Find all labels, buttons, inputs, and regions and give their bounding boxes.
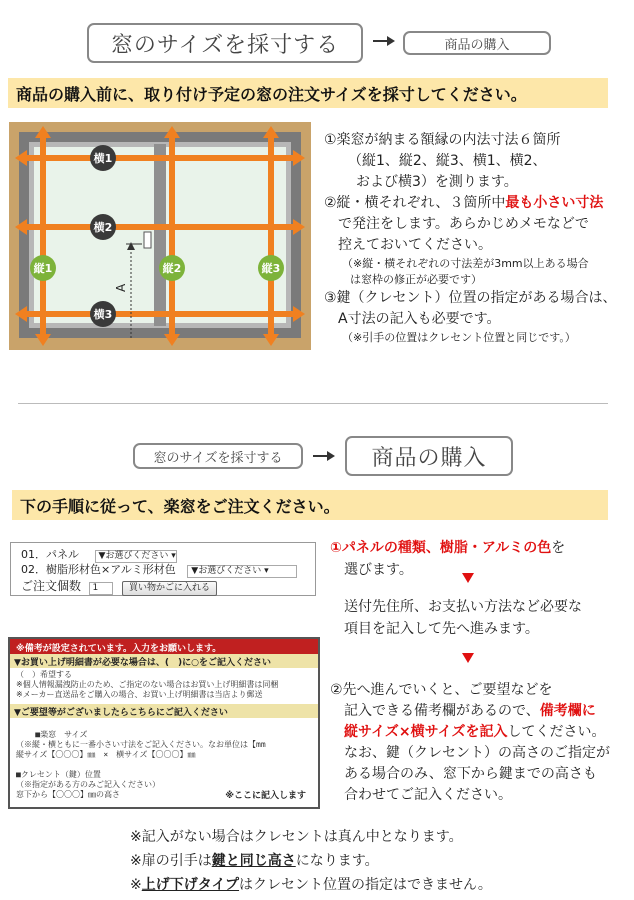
remarks-invoice-bar: ▼お買い上げ明細書が必要な場合は、( )に○をご記入ください (10, 654, 318, 668)
remarks-request-text: ■楽窓 サイズ （※縦・横ともに一番小さい寸法をご記入ください。なお単位は【mm 縦サイズ【〇〇〇】㎜ × 横サイズ【〇〇〇】㎜ ■クレセント（鍵）位置 （※指定がある方のみご記入ください） 窓下から【〇〇〇】㎜の高さ (16, 730, 266, 799)
order-step3-line2: 記入できる備考欄があるので、備考欄に (344, 703, 596, 719)
remarks-here-note: ※ここに記入します (225, 791, 306, 801)
section-divider (18, 403, 608, 404)
order-step3-line5: ある場合のみ、窓下から鍵までの高さも (344, 766, 597, 782)
order-step1-emphasis: ①パネルの種類、樹脂・アルミの色 (330, 540, 552, 556)
tate3-label: 縦3 (261, 262, 281, 275)
quantity-label: ご注文個数 (21, 579, 82, 593)
step-purchase-box (403, 31, 551, 55)
remarks-invoice-textarea[interactable]: （ ）希望する ※個人情報漏洩防止のため、ご指定のない場合はお買い上げ明細書は同梱 ※メーカー直送品をご購入の場合、お買い上げ明細書は当店より郵送 (16, 670, 279, 699)
chevron-down-icon: ▾ (264, 566, 269, 576)
order-step3-line4: なお、鍵（クレセント）の高さのご指定が (344, 745, 610, 761)
smallest-size-emphasis: 最も小さい寸法 (505, 195, 604, 211)
remarks-header: ※備考が設定されています。入力をお願いします。 (10, 639, 318, 654)
footnote-3: ※上げ下げタイプはクレセント位置の指定はできません。 (130, 877, 492, 893)
item3-line1: ③鍵（クレセント）位置の指定がある場合は、 (324, 290, 617, 306)
yoko2-label: 横2 (93, 221, 113, 234)
order-step1-line2: 選びます。 (344, 562, 413, 578)
order-step3-block (330, 680, 630, 806)
item3-line2: A寸法の記入も必要です。 (338, 311, 501, 327)
panel-label: 01．パネル (21, 548, 79, 561)
arrow-right-icon (373, 36, 395, 46)
arrow-right-icon-2 (313, 451, 335, 461)
item2-note2: は窓枠の修正が必要です） (350, 273, 482, 286)
step-measure-box (133, 443, 303, 469)
banner-measure-text: 商品の購入前に、取り付け予定の窓の注文サイズを採寸してください。 (16, 84, 527, 104)
yoko3-label: 横3 (93, 308, 113, 321)
order-step3-line6: 合わせてご記入ください。 (344, 787, 512, 803)
item2-line1: ②縦・横それぞれ、３箇所中最も小さい寸法 (324, 195, 604, 211)
footnote-1: ※記入がない場合はクレセントは真ん中となります。 (130, 829, 463, 845)
item2-line3: 控えておいてください。 (338, 237, 492, 253)
quantity-input[interactable]: 1 (89, 582, 113, 595)
item3-note: （※引手の位置はクレセント位置と同じです。） (342, 331, 576, 344)
window-measure-diagram (9, 122, 311, 350)
step-purchase-box-active (345, 436, 513, 476)
step-purchase-label: 商品の購入 (444, 37, 510, 53)
panel-select[interactable]: ▼お選びください ▾ (95, 550, 177, 563)
order-step3-line1: ②先へ進んでいくと、ご要望などを (330, 682, 553, 698)
item1-line2: （縦1、縦2、縦3、横1、横2、 (348, 153, 547, 169)
step-measure-box-active (87, 23, 363, 63)
quantity-row (21, 577, 217, 596)
item1-line3: および横3）を測ります。 (356, 174, 518, 190)
chevron-down-icon: ▾ (171, 551, 176, 561)
color-select[interactable]: ▼お選びください ▾ (187, 565, 297, 578)
tate2-label: 縦2 (162, 262, 182, 275)
yoko1-label: 横1 (93, 152, 113, 165)
order-step2-line1: 送付先住所、お支払い方法など必要な (344, 599, 582, 615)
order-form (10, 542, 316, 596)
center-mullion (154, 144, 166, 326)
crescent-lock-icon (144, 232, 151, 248)
add-to-cart-button[interactable]: 買い物かごに入れる (122, 581, 217, 596)
order-step3-line3: 縦サイズ×横サイズを記入してください。 (344, 724, 606, 740)
down-arrow-icon-1 (462, 573, 474, 583)
order-step2-line2: 項目を記入して先へ進みます。 (344, 621, 539, 637)
color-row (21, 561, 297, 578)
item1-line1: ①楽窓が納まる額縁の内法寸法６箇所 (324, 132, 561, 148)
a-label: A (114, 283, 128, 292)
item2-line2: で発注をします。あらかじめメモなどで (338, 216, 589, 232)
tate1-label: 縦1 (33, 262, 53, 275)
banner-order-text: 下の手順に従って、楽窓をご注文ください。 (20, 496, 340, 516)
color-label: 02．樹脂形材色×アルミ形材色 (21, 563, 176, 576)
footnote-2: ※扉の引手は鍵と同じ高さになります。 (130, 853, 379, 869)
step-measure-label-2: 窓のサイズを採寸する (153, 450, 283, 466)
step-measure-label: 窓のサイズを採寸する (110, 32, 340, 58)
remarks-request-bar: ▼ご要望等がございましたらこちらにご記入ください (10, 704, 318, 718)
item2-note1: （※縦・横それぞれの寸法差が3mm以上ある場合 (342, 257, 589, 270)
step-purchase-label-2: 商品の購入 (371, 445, 487, 471)
order-step1-line1: ①パネルの種類、樹脂・アルミの色を (330, 540, 566, 556)
banner-order (12, 490, 608, 520)
down-arrow-icon-2 (462, 653, 474, 663)
banner-measure (8, 78, 608, 108)
measure-instructions (324, 130, 630, 346)
remarks-panel (8, 637, 320, 809)
